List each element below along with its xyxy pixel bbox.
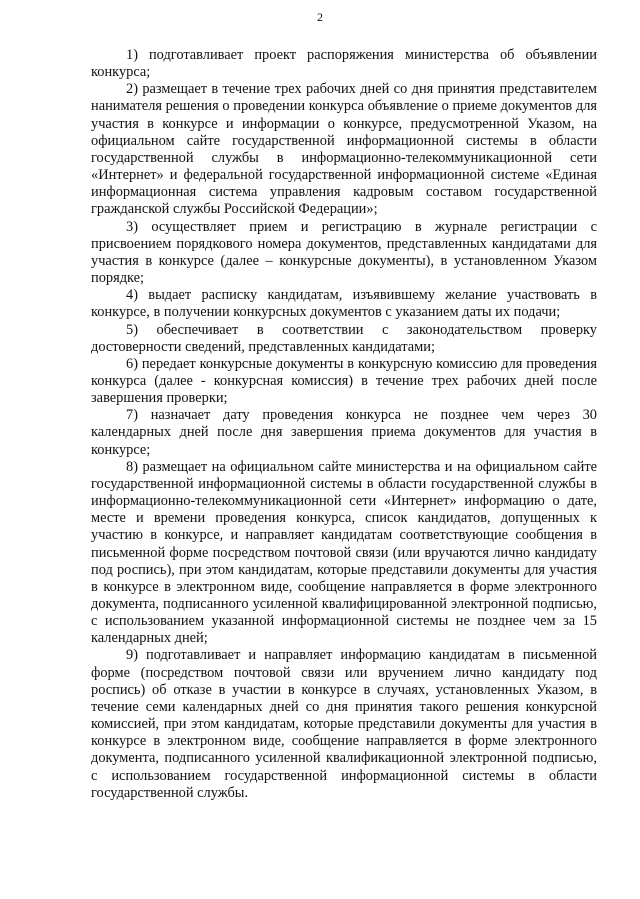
list-item-1: 1) подготавливает проект распоряжения министерства об объявлении конкурса;: [91, 47, 597, 81]
list-item-9: 9) подготавливает и направляет информацию кандидатам в письменной форме (посредством почтовой связи или вручением лично кандидату под роспись) об отказе в участии в конкурсе в случаях, установленных Указом, в течение семи календарных дней со дня принятия такого решения конкурсной комиссией, при этом кандидатам, которые представили документы для участия в конкурсе в электронном виде, сообщение направляется в форме электронного документа, подписанного усиленной квалификационной электронной подписью, с использованием государственной информационной системы в области государственной службы.: [91, 647, 597, 801]
list-item-3: 3) осуществляет прием и регистрацию в журнале регистрации с присвоением порядкового номера документов, представленных кандидатами для участия в конкурсе (далее – конкурсные документы), в установленном Указом порядке;: [91, 218, 597, 287]
list-item-8: 8) размещает на официальном сайте министерства и на официальном сайте государственной информационной системы в области государственной службы в информационно-телекоммуникационной сети «Интернет» информацию о дате, месте и времени проведения конкурса, список кандидатов, допущенных к участию в конкурсе, и направляет кандидатам соответствующие сообщения в письменной форме посредством почтовой связи (или вручаются лично кандидату под роспись), при этом кандидатам, которые представили документы для участия в конкурсе в электронном виде, сообщение направляется в форме электронного документа, подписанного усиленной квалифицированной электронной подписью, с использованием указанной информационной системы не позднее чем за 15 календарных дней;: [91, 458, 597, 647]
document-body: [91, 47, 597, 802]
list-item-5: 5) обеспечивает в соответствии с законодательством проверку достоверности сведений, представленных кандидатами;: [91, 321, 597, 355]
page-number: 2: [317, 10, 323, 24]
list-item-6: 6) передает конкурсные документы в конкурсную комиссию для проведения конкурса (далее - конкурсная комиссия) в течение трех рабочих дней после завершения проверки;: [91, 355, 597, 407]
list-item-4: 4) выдает расписку кандидатам, изъявившему желание участвовать в конкурсе, в получении конкурсных документов с указанием даты их подачи;: [91, 287, 597, 321]
list-item-2: 2) размещает в течение трех рабочих дней со дня принятия представителем нанимателя решения о проведении конкурса объявление о приеме документов для участия в конкурсе и информации о конкурсе, предусмотренной Указом, на официальном сайте государственной информационной системы в области государственной службы в информационно-телекоммуникационной сети «Интернет» и федеральной государственной информационной системе «Единая информационная система управления кадровым составом государственной гражданской службы Российской Федерации»;: [91, 81, 597, 218]
list-item-7: 7) назначает дату проведения конкурса не позднее чем через 30 календарных дней после дня завершения приема документов для участия в конкурсе;: [91, 407, 597, 458]
